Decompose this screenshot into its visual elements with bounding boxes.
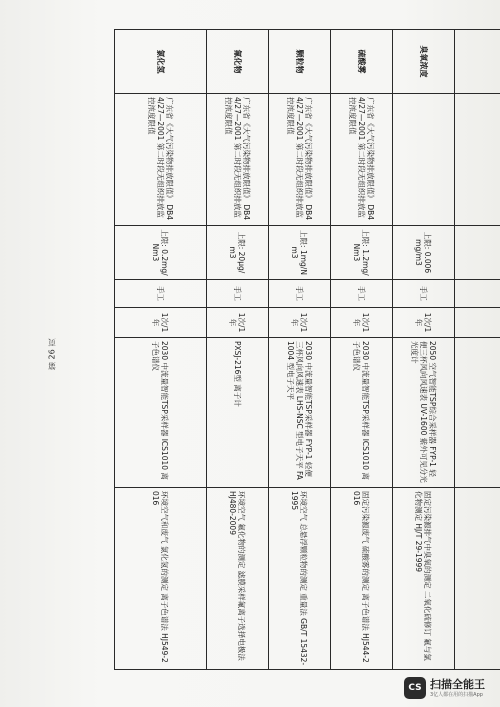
method-cell: 手工 [115,280,207,308]
page-number: 第 26 页 [47,338,57,370]
blank-row [455,30,500,670]
instrument-cell [455,338,500,488]
standard-cell: 广东省《大气污染物排放限值》 DB44/27—2001 第二时段无组织排放监控浓度限值 [269,94,331,226]
frequency-cell: 1次/1年 [331,308,393,338]
instrument-cell: 2050 空气智能TSP综合采样器 FYP-1 轻便三杯风向风速表 UV-1600 紫外可见分光光度计 [393,338,455,488]
rotated-table-container [115,29,500,669]
monitoring-table [114,29,500,670]
limit-cell: 上限: 0.006mg/m3 [393,226,455,280]
limit-cell: 上限: 20μg/m3 [207,226,269,280]
instrument-cell: PXSJ-216型 离子计 [207,338,269,488]
pollutant-name-cell [455,30,500,94]
standard-cell: 广东省《大气污染物排放限值》 DB44/27—2001 第二时段无组织排放监控浓度限值 [207,94,269,226]
analysis-method-cell [455,488,500,670]
brand-name: 扫描全能王 [430,678,485,691]
method-cell: 手工 [269,280,331,308]
analysis-method-cell: 环境空气 氟化物的测定 滤膜采样氟离子选择电极法 HJ480-2009 [207,488,269,670]
table-row [207,30,269,670]
method-cell: 手工 [331,280,393,308]
limit-cell [455,226,500,280]
limit-cell: 上限: 1mg/Nm3 [269,226,331,280]
brand-slogan: 3亿人都在用的扫描App [430,692,483,698]
standard-cell [393,94,455,226]
frequency-cell [455,308,500,338]
table-row [269,30,331,670]
camscanner-logo-icon: CS [404,677,426,699]
pollutant-name-cell: 硫酸雾 [331,30,393,94]
instrument-cell: 2030 中流量智能TSP采样器 ICS1010 离子色谱仪 [331,338,393,488]
frequency-cell: 1次/1年 [207,308,269,338]
table-row [393,30,455,670]
standard-cell: 广东省《大气污染物排放限值》 DB44/27—2001 第二时段无组织排放监控浓度限值 [115,94,207,226]
frequency-cell: 1次/1年 [269,308,331,338]
pollutant-name-cell: 臭氧浓度 [393,30,455,94]
limit-cell: 上限: 1.2mg/Nm3 [331,226,393,280]
analysis-method-cell: 环境空气和废气 氯化氢的测定 离子色谱法 HJ549-2016 [115,488,207,670]
frequency-cell: 1次/1年 [115,308,207,338]
analysis-method-cell: 固定污染源废气 硫酸雾的测定 离子色谱法 HJ544-2016 [331,488,393,670]
analysis-method-cell: 环境空气 总悬浮颗粒物的测定 重量法 GB/T 15432-1995 [269,488,331,670]
pollutant-name-cell: 氟化物 [207,30,269,94]
analysis-method-cell: 固定污染源排气中臭氧的测定 二氧化硫修订 氟与氯化物测定 HJ/T 29-1999 [393,488,455,670]
method-cell: 手工 [207,280,269,308]
table-row [331,30,393,670]
pollutant-name-cell: 颗粒物 [269,30,331,94]
camscanner-watermark [402,674,498,702]
method-cell: 手工 [393,280,455,308]
pollutant-name-cell: 氯化氢 [115,30,207,94]
standard-cell [455,94,500,226]
frequency-cell: 1次/1年 [393,308,455,338]
standard-cell: 广东省《大气污染物排放限值》 DB44/27—2001 第二时段无组织排放监控浓度限值 [331,94,393,226]
table-row [115,30,207,670]
instrument-cell: 2030 中流量智能TSP采样器 ICS1010 离子色谱仪 [115,338,207,488]
method-cell [455,280,500,308]
instrument-cell: 2030 中流量智能TSP采样器 FYP-1 轻便三杯风向风速表 LHS-NSC 型电子天平 FA1004 型电子天平 [269,338,331,488]
limit-cell: 上限: 0.2mg/Nm3 [115,226,207,280]
